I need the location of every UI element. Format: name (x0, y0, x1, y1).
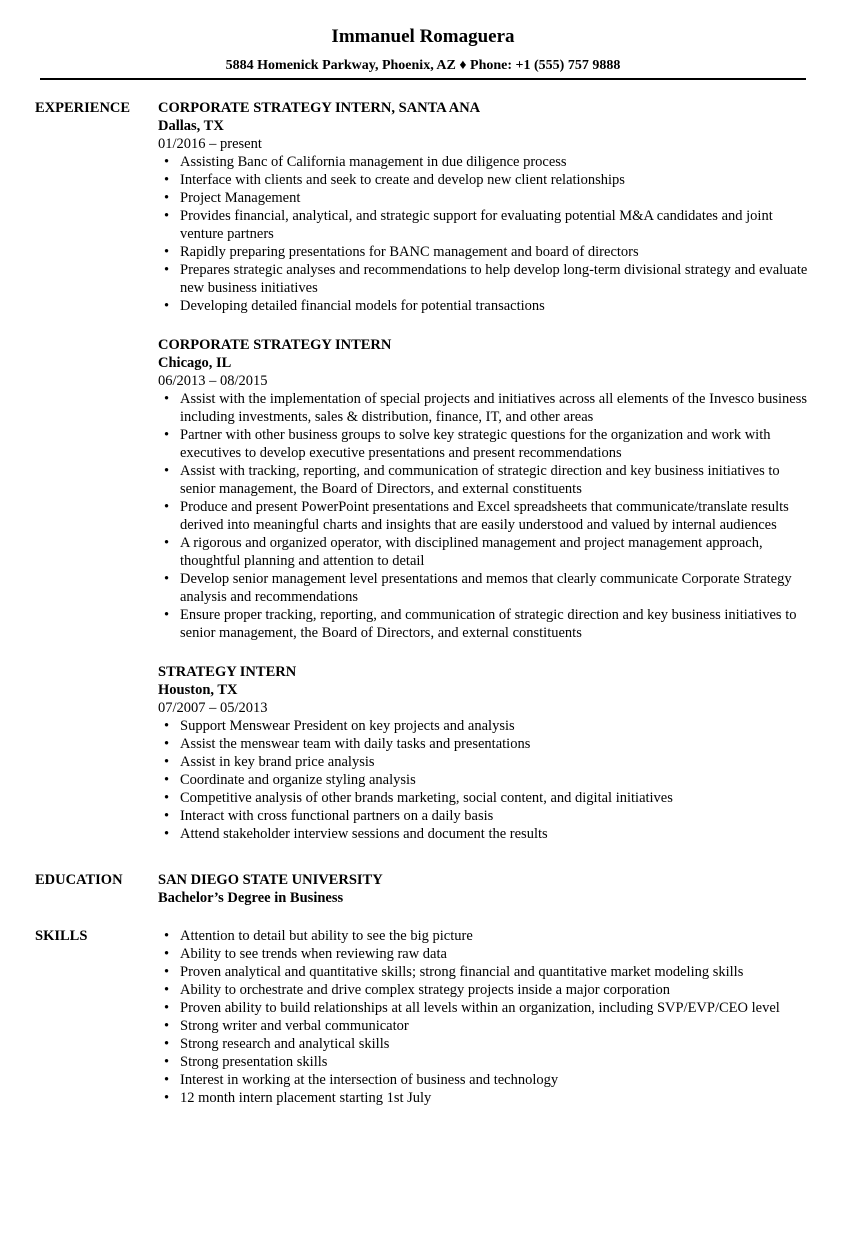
bullet-icon: • (164, 298, 170, 314)
bullet-icon: • (164, 808, 170, 824)
bullet-icon: • (164, 1018, 170, 1034)
list-item-text: Partner with other business groups to solve key strategic questions for the organization and work with executives to develop executive presentations and present recommendations (180, 427, 771, 461)
list-item (158, 789, 810, 807)
job-entry (158, 99, 810, 315)
job-entry (158, 663, 810, 843)
bullet-icon: • (164, 964, 170, 980)
job-dates: 07/2007 – 05/2013 (158, 700, 268, 716)
list-item (158, 153, 810, 171)
bullet-icon: • (164, 499, 170, 515)
skills-list (158, 927, 810, 1107)
list-item (158, 171, 810, 189)
list-item-text: Assist with the implementation of special projects and initiatives across all elements of the Invesco business including investments, sales & distribution, finance, IT, and other areas (180, 391, 807, 425)
bullet-icon: • (164, 208, 170, 224)
job-entry (158, 336, 810, 642)
section-label-skills: SKILLS (35, 928, 88, 944)
education-content (158, 871, 810, 907)
list-item-text: Rapidly preparing presentations for BANC management and board of directors (180, 244, 639, 260)
list-item-text: Attention to detail but ability to see the big picture (180, 928, 473, 944)
job-dates: 06/2013 – 08/2015 (158, 373, 268, 389)
diamond-separator-icon: ♦ (459, 58, 467, 73)
list-item (158, 426, 810, 462)
list-item-text: Proven ability to build relationships at all levels within an organization, including SVP/EVP/CEO level (180, 1000, 780, 1016)
list-item-text: Interest in working at the intersection of business and technology (180, 1072, 559, 1088)
list-item-text: Project Management (180, 190, 301, 206)
bullet-icon: • (164, 826, 170, 842)
list-item (158, 390, 810, 426)
list-item (158, 807, 810, 825)
list-item-text: Assist the menswear team with daily tasks and presentations (180, 736, 531, 752)
list-item (158, 717, 810, 735)
bullet-icon: • (164, 928, 170, 944)
address: 5884 Homenick Parkway, Phoenix, AZ (225, 58, 456, 73)
list-item-text: Produce and present PowerPoint presentations and Excel spreadsheets that communicate/translate results derived into meaningful charts and insights that are easily understood and valued by internal audiences (180, 499, 789, 533)
list-item (158, 1053, 810, 1071)
list-item-text: Prepares strategic analyses and recommendations to help develop long-term divisional strategy and evaluate new business initiatives (180, 262, 808, 296)
list-item (158, 999, 810, 1017)
list-item (158, 963, 810, 981)
bullet-icon: • (164, 1054, 170, 1070)
job-location: Houston, TX (158, 682, 238, 698)
skills-content (158, 927, 810, 1107)
bullet-icon: • (164, 262, 170, 278)
list-item-text: Develop senior management level presentations and memos that clearly communicate Corporate Strategy analysis and recommendations (180, 571, 792, 605)
bullet-icon: • (164, 1090, 170, 1106)
bullet-icon: • (164, 772, 170, 788)
list-item (158, 1071, 810, 1089)
list-item (158, 771, 810, 789)
list-item-text: Interface with clients and seek to create and develop new client relationships (180, 172, 625, 188)
job-bullets (158, 390, 810, 642)
list-item (158, 534, 810, 570)
list-item (158, 1089, 810, 1107)
bullet-icon: • (164, 754, 170, 770)
job-title: CORPORATE STRATEGY INTERN (158, 337, 392, 353)
header-divider (40, 78, 806, 80)
degree: Bachelor’s Degree in Business (158, 890, 344, 906)
list-item-text: Strong research and analytical skills (180, 1036, 390, 1052)
job-dates: 01/2016 – present (158, 136, 262, 152)
list-item (158, 462, 810, 498)
list-item (158, 825, 810, 843)
list-item (158, 261, 810, 297)
list-item-text: Ability to see trends when reviewing raw data (180, 946, 447, 962)
bullet-icon: • (164, 607, 170, 623)
list-item (158, 753, 810, 771)
bullet-icon: • (164, 1072, 170, 1088)
candidate-name: Immanuel Romaguera (331, 26, 515, 47)
list-item (158, 498, 810, 534)
bullet-icon: • (164, 154, 170, 170)
bullet-icon: • (164, 391, 170, 407)
bullet-icon: • (164, 790, 170, 806)
list-item-text: Interact with cross functional partners on a daily basis (180, 808, 494, 824)
job-location: Chicago, IL (158, 355, 232, 371)
job-title: STRATEGY INTERN (158, 664, 297, 680)
list-item (158, 1017, 810, 1035)
list-item-text: Assisting Banc of California management in due diligence process (180, 154, 567, 170)
bullet-icon: • (164, 427, 170, 443)
job-bullets (158, 717, 810, 843)
experience-content (158, 99, 810, 843)
school-name: SAN DIEGO STATE UNIVERSITY (158, 872, 383, 888)
list-item (158, 927, 810, 945)
list-item (158, 1035, 810, 1053)
bullet-icon: • (164, 982, 170, 998)
bullet-icon: • (164, 1000, 170, 1016)
list-item (158, 945, 810, 963)
list-item-text: Ability to orchestrate and drive complex strategy projects inside a major corporation (180, 982, 671, 998)
job-bullets (158, 153, 810, 315)
list-item-text: Competitive analysis of other brands marketing, social content, and digital initiatives (180, 790, 673, 806)
list-item (158, 207, 810, 243)
bullet-icon: • (164, 1036, 170, 1052)
bullet-icon: • (164, 736, 170, 752)
bullet-icon: • (164, 718, 170, 734)
list-item-text: Support Menswear President on key projects and analysis (180, 718, 515, 734)
list-item (158, 189, 810, 207)
list-item (158, 981, 810, 999)
list-item-text: Strong writer and verbal communicator (180, 1018, 409, 1034)
job-location: Dallas, TX (158, 118, 224, 134)
bullet-icon: • (164, 571, 170, 587)
resume-header (0, 26, 846, 75)
list-item-text: Proven analytical and quantitative skills; strong financial and quantitative market modeling skills (180, 964, 744, 980)
list-item-text: Attend stakeholder interview sessions and document the results (180, 826, 548, 842)
bullet-icon: • (164, 463, 170, 479)
list-item-text: Assist with tracking, reporting, and communication of strategic direction and key business initiatives to senior management, the Board of Directors, and external constituents (180, 463, 780, 497)
bullet-icon: • (164, 535, 170, 551)
bullet-icon: • (164, 244, 170, 260)
section-label-experience: EXPERIENCE (35, 100, 131, 116)
list-item-text: A rigorous and organized operator, with disciplined management and project management approach, thoughtful planning and attention to detail (180, 535, 763, 569)
contact-line (0, 57, 846, 75)
section-label-education: EDUCATION (35, 872, 123, 888)
list-item-text: Ensure proper tracking, reporting, and communication of strategic direction and key business initiatives to senior management, the Board of Directors, and external constituents (180, 607, 797, 641)
list-item (158, 606, 810, 642)
list-item (158, 297, 810, 315)
list-item-text: Developing detailed financial models for potential transactions (180, 298, 545, 314)
list-item-text: Strong presentation skills (180, 1054, 328, 1070)
list-item (158, 735, 810, 753)
job-title: CORPORATE STRATEGY INTERN, SANTA ANA (158, 100, 481, 116)
list-item-text: 12 month intern placement starting 1st July (180, 1090, 432, 1106)
list-item-text: Coordinate and organize styling analysis (180, 772, 416, 788)
list-item-text: Provides financial, analytical, and strategic support for evaluating potential M&A candidates and joint venture partners (180, 208, 773, 242)
list-item-text: Assist in key brand price analysis (180, 754, 375, 770)
phone: Phone: +1 (555) 757 9888 (470, 58, 621, 73)
list-item (158, 243, 810, 261)
bullet-icon: • (164, 190, 170, 206)
list-item (158, 570, 810, 606)
bullet-icon: • (164, 946, 170, 962)
bullet-icon: • (164, 172, 170, 188)
